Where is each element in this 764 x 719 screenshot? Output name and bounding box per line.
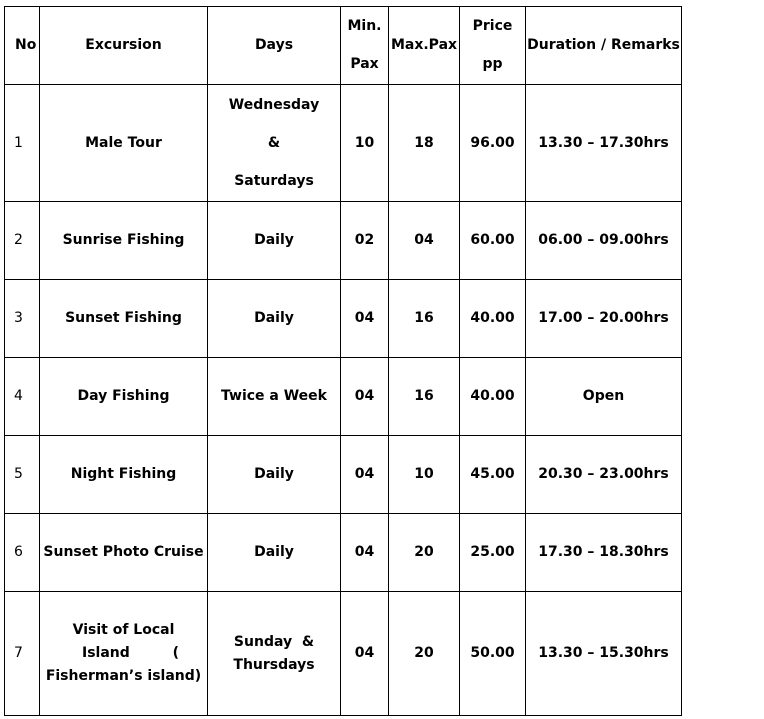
excursion-name (40, 592, 208, 716)
excursion-name: Sunrise Fishing (40, 202, 208, 280)
min-pax: 04 (341, 592, 389, 716)
row-number: 7 (5, 592, 40, 716)
max-pax: 16 (389, 358, 460, 436)
price-pp: 40.00 (460, 358, 526, 436)
excursion-days: Daily (208, 514, 341, 592)
header-price (460, 7, 526, 85)
header-min-pax-line2: Pax (350, 56, 379, 72)
excursion-days (208, 85, 341, 202)
excursion-name: Male Tour (40, 85, 208, 202)
excursion-days (208, 592, 341, 716)
table-row (5, 592, 682, 716)
max-pax: 18 (389, 85, 460, 202)
price-pp: 25.00 (460, 514, 526, 592)
table-header-row (5, 7, 682, 85)
excursion-name: Sunset Fishing (40, 280, 208, 358)
excursion-days: Twice a Week (208, 358, 341, 436)
header-price-line1: Price (472, 18, 513, 34)
min-pax: 10 (341, 85, 389, 202)
header-min-pax (341, 7, 389, 85)
duration-remarks: 13.30 – 15.30hrs (526, 592, 682, 716)
header-days: Days (208, 7, 341, 85)
table-row (5, 85, 682, 202)
header-excursion: Excursion (40, 7, 208, 85)
excursion-name-line3: Fisherman’s island) (45, 668, 202, 684)
days-line3: Saturdays (234, 172, 314, 189)
excursion-name: Sunset Photo Cruise (40, 514, 208, 592)
table-row (5, 358, 682, 436)
table-row (5, 280, 682, 358)
excursion-days: Daily (208, 202, 341, 280)
table-row (5, 514, 682, 592)
days-line2: & (267, 134, 281, 151)
duration-remarks: Open (526, 358, 682, 436)
price-pp: 96.00 (460, 85, 526, 202)
min-pax: 04 (341, 436, 389, 514)
duration-remarks: 17.30 – 18.30hrs (526, 514, 682, 592)
row-number: 3 (5, 280, 40, 358)
min-pax: 04 (341, 280, 389, 358)
days-line1: Wednesday (228, 96, 320, 113)
excursion-days: Daily (208, 280, 341, 358)
row-number: 4 (5, 358, 40, 436)
max-pax: 04 (389, 202, 460, 280)
row-number: 6 (5, 514, 40, 592)
min-pax: 02 (341, 202, 389, 280)
price-pp: 60.00 (460, 202, 526, 280)
table-row (5, 202, 682, 280)
excursion-name: Night Fishing (40, 436, 208, 514)
excursion-name-part-paren: ( (172, 645, 179, 661)
row-number: 1 (5, 85, 40, 202)
days-line2: Thursdays (233, 656, 315, 673)
max-pax: 20 (389, 592, 460, 716)
header-price-line2: pp (482, 56, 503, 72)
max-pax: 16 (389, 280, 460, 358)
max-pax: 10 (389, 436, 460, 514)
row-number: 2 (5, 202, 40, 280)
row-number: 5 (5, 436, 40, 514)
excursion-name: Day Fishing (40, 358, 208, 436)
min-pax: 04 (341, 514, 389, 592)
table-row (5, 436, 682, 514)
header-min-pax-line1: Min. (347, 18, 382, 34)
price-pp: 45.00 (460, 436, 526, 514)
price-pp: 40.00 (460, 280, 526, 358)
header-duration: Duration / Remarks (526, 7, 682, 85)
header-max-pax: Max.Pax (389, 7, 460, 85)
duration-remarks: 13.30 – 17.30hrs (526, 85, 682, 202)
duration-remarks: 17.00 – 20.00hrs (526, 280, 682, 358)
price-pp: 50.00 (460, 592, 526, 716)
duration-remarks: 06.00 – 09.00hrs (526, 202, 682, 280)
excursions-table (4, 6, 682, 716)
excursion-name-line2 (40, 642, 207, 665)
min-pax: 04 (341, 358, 389, 436)
header-no: No (5, 7, 40, 85)
excursion-name-part-island: Island (82, 645, 130, 661)
max-pax: 20 (389, 514, 460, 592)
days-line1: Sunday & (233, 633, 315, 650)
excursion-days: Daily (208, 436, 341, 514)
duration-remarks: 20.30 – 23.00hrs (526, 436, 682, 514)
excursion-name-line1: Visit of Local (72, 622, 175, 638)
